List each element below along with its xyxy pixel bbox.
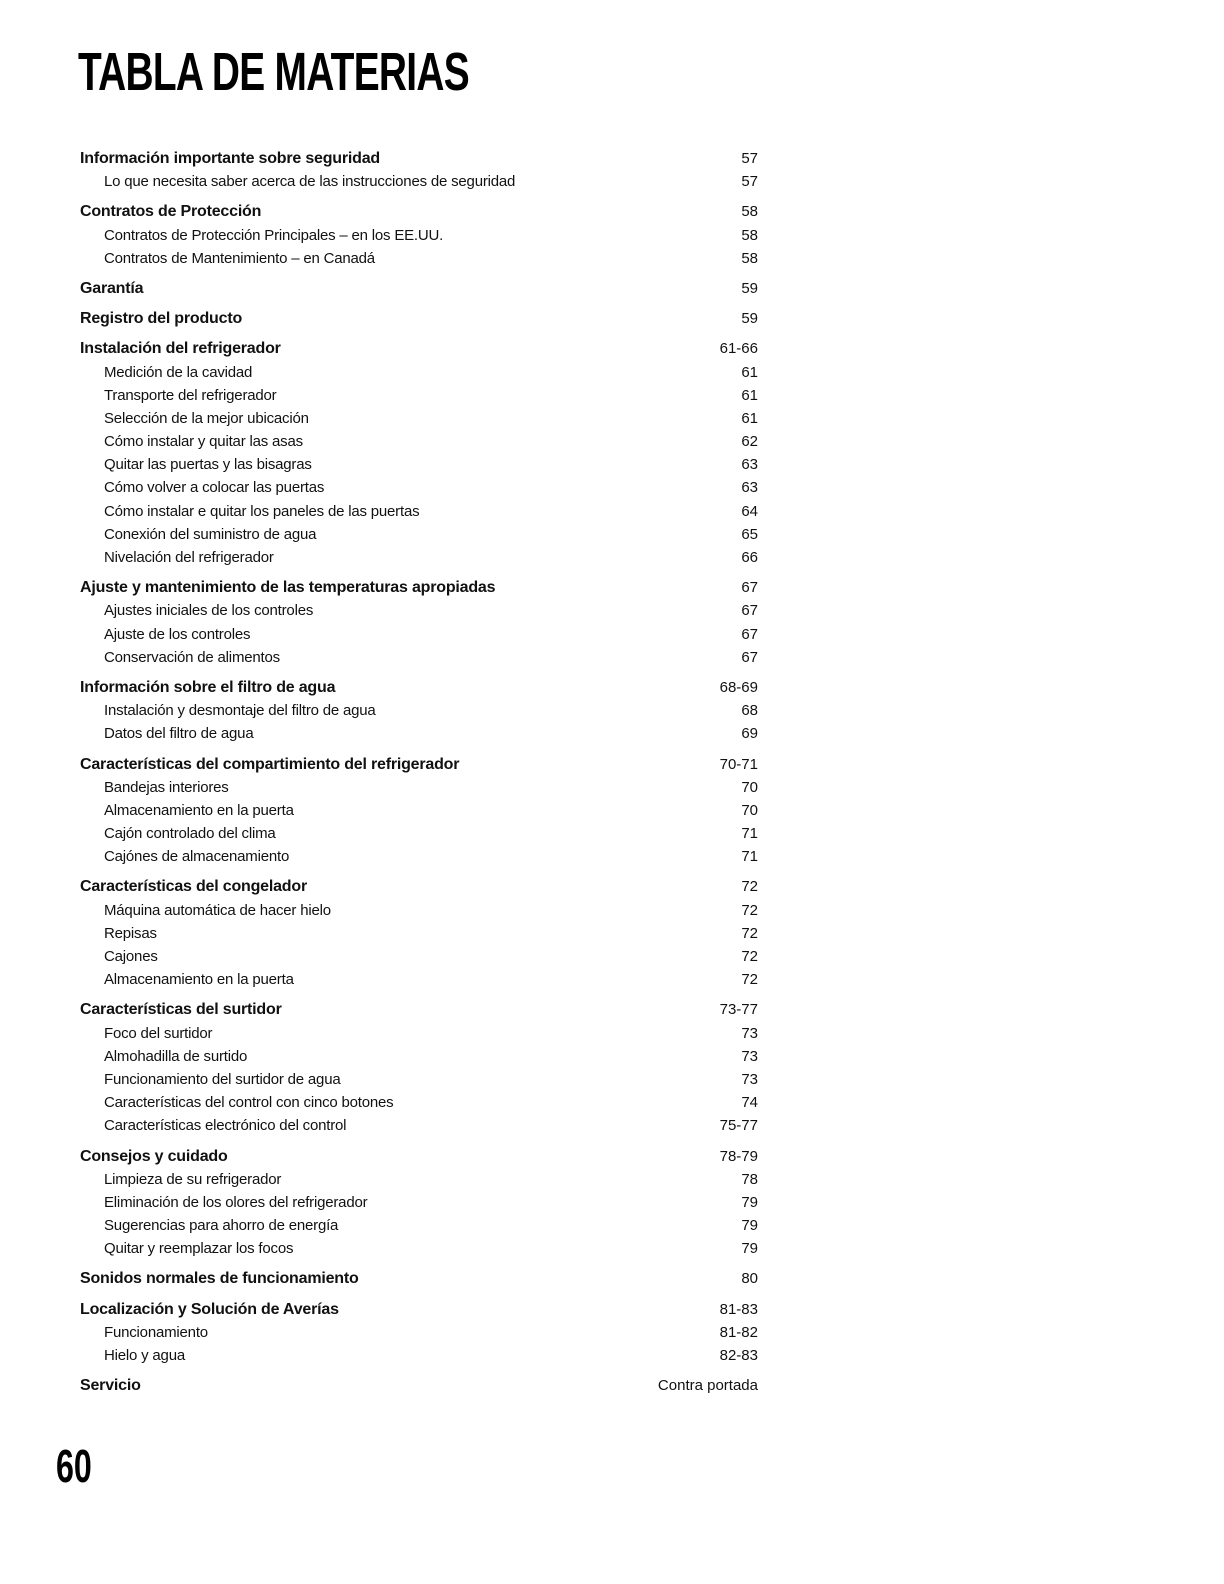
dot-leader <box>230 791 741 792</box>
toc-item-label: Transporte del refrigerador <box>104 386 277 404</box>
toc-item-label: Limpieza de su refrigerador <box>104 1170 282 1188</box>
dot-leader <box>294 1252 740 1253</box>
toc-section <box>80 1374 758 1397</box>
dot-leader <box>254 737 740 738</box>
toc-item <box>80 1344 758 1367</box>
dot-leader <box>251 638 740 639</box>
toc-section-page: 58 <box>741 203 758 221</box>
toc-item-label: Almacenamiento en la puerta <box>104 801 294 819</box>
dot-leader <box>310 422 741 423</box>
toc-section <box>80 576 758 669</box>
toc-item-page: 67 <box>741 602 758 620</box>
toc-item-page: 78 <box>741 1170 758 1188</box>
dot-leader <box>213 1037 740 1038</box>
toc-section <box>80 277 758 300</box>
dot-leader <box>142 1389 657 1390</box>
toc-item-label: Ajuste de los controles <box>104 625 251 643</box>
toc-section-page: 72 <box>741 878 758 896</box>
dot-leader <box>262 215 740 216</box>
toc-item-page: 70 <box>741 778 758 796</box>
toc-section-page: 68-69 <box>719 678 758 696</box>
dot-leader <box>243 322 740 323</box>
toc-item <box>80 476 758 499</box>
toc-item-page: 73 <box>741 1024 758 1042</box>
toc-section-page: 57 <box>741 150 758 167</box>
dot-leader <box>368 1206 740 1207</box>
toc-item-page: 61 <box>741 363 758 381</box>
toc-item-page: 67 <box>741 648 758 666</box>
toc-item-label: Funcionamiento <box>104 1323 208 1341</box>
toc-item-label: Bandejas interiores <box>104 778 229 796</box>
toc-item-label: Funcionamiento del surtidor de agua <box>104 1070 341 1088</box>
dot-leader <box>159 960 741 961</box>
toc-item <box>80 1214 758 1237</box>
toc-item <box>80 407 758 430</box>
toc-item-page: 69 <box>741 725 758 743</box>
toc-item-page: 57 <box>741 173 758 191</box>
toc-item-label: Cómo instalar y quitar las asas <box>104 433 303 451</box>
toc-item-page: 61 <box>741 386 758 404</box>
toc-section-heading <box>80 1267 758 1290</box>
toc-item <box>80 646 758 669</box>
toc-section-page: 67 <box>741 579 758 597</box>
dot-leader <box>325 491 740 492</box>
dot-leader <box>460 768 718 769</box>
toc-section-heading <box>80 1374 758 1397</box>
toc-item-page: 63 <box>741 479 758 497</box>
toc-section-title: Sonidos normales de funcionamiento <box>80 1270 359 1288</box>
toc-item-label: Quitar y reemplazar los focos <box>104 1240 294 1258</box>
toc-section-title: Información importante sobre seguridad <box>80 150 381 167</box>
toc-section-page: 81-83 <box>719 1300 758 1318</box>
toc-section-title: Instalación del refrigerador <box>80 340 281 358</box>
toc-section-heading <box>80 875 758 898</box>
dot-leader <box>282 1183 740 1184</box>
toc-item <box>80 361 758 384</box>
dot-leader <box>340 1313 719 1314</box>
toc-item-label: Repisas <box>104 924 157 942</box>
toc-section <box>80 307 758 330</box>
dot-leader <box>283 1013 719 1014</box>
toc-item-label: Medición de la cavidad <box>104 363 253 381</box>
toc-item-page: 75-77 <box>719 1117 758 1135</box>
toc-section <box>80 1145 758 1261</box>
toc-item-page: 73 <box>741 1070 758 1088</box>
toc-item <box>80 1114 758 1137</box>
dot-leader <box>317 538 740 539</box>
toc-item <box>80 945 758 968</box>
toc-section-title: Localización y Solución de Averías <box>80 1300 339 1318</box>
toc-section <box>80 676 758 746</box>
toc-item-page: 79 <box>741 1240 758 1258</box>
toc-item-page: 71 <box>741 848 758 866</box>
toc-section-heading <box>80 277 758 300</box>
toc-section <box>80 753 758 869</box>
toc-section-page: 80 <box>741 1270 758 1288</box>
toc-item-page: 73 <box>741 1047 758 1065</box>
dot-leader <box>186 1359 719 1360</box>
page-title: TABLA DE MATERIAS <box>78 42 469 102</box>
toc-item-label: Conservación de alimentos <box>104 648 280 666</box>
toc-item <box>80 1068 758 1091</box>
dot-leader <box>516 185 740 186</box>
toc-item <box>80 247 758 270</box>
toc-item-label: Cómo volver a colocar las puertas <box>104 479 325 497</box>
toc-item-page: 62 <box>741 433 758 451</box>
toc-section-page: 70-71 <box>719 755 758 773</box>
toc-section-page: 78-79 <box>719 1147 758 1165</box>
toc-item-label: Máquina automática de hacer hielo <box>104 901 331 919</box>
toc-item-page: 71 <box>741 825 758 843</box>
toc-section-title: Características del compartimiento del refrigerador <box>80 755 460 773</box>
toc-section-heading <box>80 753 758 776</box>
toc-item <box>80 1237 758 1260</box>
toc-item-page: 82-83 <box>719 1347 758 1364</box>
toc-item <box>80 699 758 722</box>
toc-section-heading <box>80 676 758 699</box>
toc-item-page: 72 <box>741 948 758 965</box>
toc-item <box>80 799 758 822</box>
toc-item <box>80 623 758 646</box>
toc-item-label: Contratos de Mantenimiento – en Canadá <box>104 249 375 267</box>
toc-item-page: 79 <box>741 1193 758 1211</box>
table-of-contents <box>80 147 758 1397</box>
toc-item-label: Ajustes iniciales de los controles <box>104 602 314 620</box>
toc-item-page: 58 <box>741 249 758 267</box>
dot-leader <box>377 714 741 715</box>
dot-leader <box>376 262 740 263</box>
toc-section <box>80 200 758 270</box>
dot-leader <box>144 292 740 293</box>
dot-leader <box>314 614 740 615</box>
dot-leader <box>347 1129 718 1130</box>
toc-section-heading <box>80 337 758 360</box>
toc-section-title: Garantía <box>80 279 144 297</box>
toc-section <box>80 875 758 991</box>
toc-section <box>80 337 758 569</box>
toc-section-title: Información sobre el filtro de agua <box>80 678 336 696</box>
toc-section-title: Características del surtidor <box>80 1001 282 1019</box>
dot-leader <box>290 860 740 861</box>
toc-item-label: Cajones <box>104 948 158 965</box>
toc-item <box>80 384 758 407</box>
toc-item <box>80 546 758 569</box>
toc-item-page: 72 <box>741 901 758 919</box>
toc-item-label: Hielo y agua <box>104 1347 185 1364</box>
toc-item-label: Características del control con cinco botones <box>104 1094 394 1112</box>
dot-leader <box>496 591 740 592</box>
toc-item-label: Almacenamiento en la puerta <box>104 971 294 989</box>
toc-item-page: 65 <box>741 525 758 543</box>
toc-section-title: Registro del producto <box>80 310 243 328</box>
dot-leader <box>360 1282 741 1283</box>
toc-item <box>80 1168 758 1191</box>
toc-item <box>80 500 758 523</box>
toc-item-label: Nivelación del refrigerador <box>104 549 274 566</box>
toc-section-heading <box>80 307 758 330</box>
toc-item <box>80 822 758 845</box>
toc-section-heading <box>80 576 758 599</box>
dot-leader <box>158 937 741 938</box>
toc-item-page: 66 <box>741 549 758 566</box>
toc-section-page: 73-77 <box>719 1001 758 1019</box>
toc-section-heading <box>80 998 758 1021</box>
toc-item-label: Quitar las puertas y las bisagras <box>104 456 312 474</box>
dot-leader <box>295 983 741 984</box>
toc-item <box>80 453 758 476</box>
toc-section-title: Características del congelador <box>80 878 307 896</box>
toc-item <box>80 922 758 945</box>
toc-section-heading <box>80 147 758 170</box>
toc-section-title: Ajuste y mantenimiento de las temperaturas apropiadas <box>80 579 496 597</box>
toc-item <box>80 523 758 546</box>
toc-item <box>80 430 758 453</box>
toc-item <box>80 845 758 868</box>
toc-item-page: 72 <box>741 924 758 942</box>
dot-leader <box>281 661 740 662</box>
dot-leader <box>275 561 741 562</box>
toc-section-heading <box>80 1145 758 1168</box>
toc-item <box>80 968 758 991</box>
toc-section-heading <box>80 200 758 223</box>
toc-item-label: Foco del surtidor <box>104 1024 213 1042</box>
dot-leader <box>339 1229 740 1230</box>
toc-section <box>80 147 758 193</box>
page-number: 60 <box>56 1440 92 1492</box>
toc-item <box>80 776 758 799</box>
toc-section-page: 59 <box>741 310 758 328</box>
toc-item <box>80 1022 758 1045</box>
toc-item-label: Almohadilla de surtido <box>104 1047 248 1065</box>
dot-leader <box>277 399 740 400</box>
toc-item-page: 68 <box>741 702 758 720</box>
toc-item-page: 72 <box>741 971 758 989</box>
toc-item-page: 61 <box>741 409 758 427</box>
toc-item-label: Cajón controlado del clima <box>104 825 276 843</box>
toc-item-label: Características electrónico del control <box>104 1117 347 1135</box>
toc-section-title: Contratos de Protección <box>80 203 262 221</box>
toc-section-page: Contra portada <box>657 1377 758 1395</box>
dot-leader <box>209 1336 719 1337</box>
toc-section-page: 61-66 <box>719 340 758 358</box>
toc-item <box>80 899 758 922</box>
toc-item-label: Selección de la mejor ubicación <box>104 409 309 427</box>
toc-section <box>80 1298 758 1368</box>
toc-item-page: 79 <box>741 1217 758 1235</box>
dot-leader <box>342 1083 741 1084</box>
toc-item <box>80 1045 758 1068</box>
toc-item-page: 64 <box>741 502 758 520</box>
toc-item-page: 67 <box>741 625 758 643</box>
toc-item-page: 81-82 <box>719 1323 758 1341</box>
toc-item <box>80 1091 758 1114</box>
toc-item-page: 74 <box>741 1094 758 1112</box>
toc-item-label: Conexión del suministro de agua <box>104 525 317 543</box>
toc-section-heading <box>80 1298 758 1321</box>
dot-leader <box>394 1106 740 1107</box>
toc-item <box>80 1321 758 1344</box>
toc-section-title: Servicio <box>80 1377 141 1395</box>
dot-leader <box>313 468 741 469</box>
toc-item-label: Contratos de Protección Principales – en los EE.UU. <box>104 226 444 244</box>
dot-leader <box>308 890 740 891</box>
toc-item-label: Lo que necesita saber acerca de las instrucciones de seguridad <box>104 173 516 191</box>
toc-section <box>80 1267 758 1290</box>
toc-item <box>80 599 758 622</box>
dot-leader <box>277 837 741 838</box>
dot-leader <box>336 691 718 692</box>
dot-leader <box>253 376 740 377</box>
dot-leader <box>420 515 740 516</box>
dot-leader <box>229 1160 719 1161</box>
toc-item-page: 58 <box>741 226 758 244</box>
dot-leader <box>282 352 719 353</box>
toc-section-page: 59 <box>741 279 758 297</box>
toc-item-label: Cómo instalar e quitar los paneles de las puertas <box>104 502 420 520</box>
toc-item-label: Instalación y desmontaje del filtro de agua <box>104 702 376 720</box>
dot-leader <box>381 162 740 163</box>
toc-item <box>80 1191 758 1214</box>
dot-leader <box>332 914 740 915</box>
toc-item-label: Sugerencias para ahorro de energía <box>104 1217 339 1235</box>
dot-leader <box>248 1060 740 1061</box>
dot-leader <box>304 445 740 446</box>
toc-item-label: Datos del filtro de agua <box>104 725 254 743</box>
toc-item <box>80 722 758 745</box>
toc-section <box>80 998 758 1137</box>
toc-item <box>80 224 758 247</box>
toc-item-page: 63 <box>741 456 758 474</box>
toc-item-page: 70 <box>741 801 758 819</box>
dot-leader <box>444 239 740 240</box>
toc-item-label: Eliminación de los olores del refrigerador <box>104 1193 368 1211</box>
dot-leader <box>295 814 741 815</box>
toc-section-title: Consejos y cuidado <box>80 1147 228 1165</box>
toc-item <box>80 170 758 193</box>
toc-item-label: Cajónes de almacenamiento <box>104 848 290 866</box>
